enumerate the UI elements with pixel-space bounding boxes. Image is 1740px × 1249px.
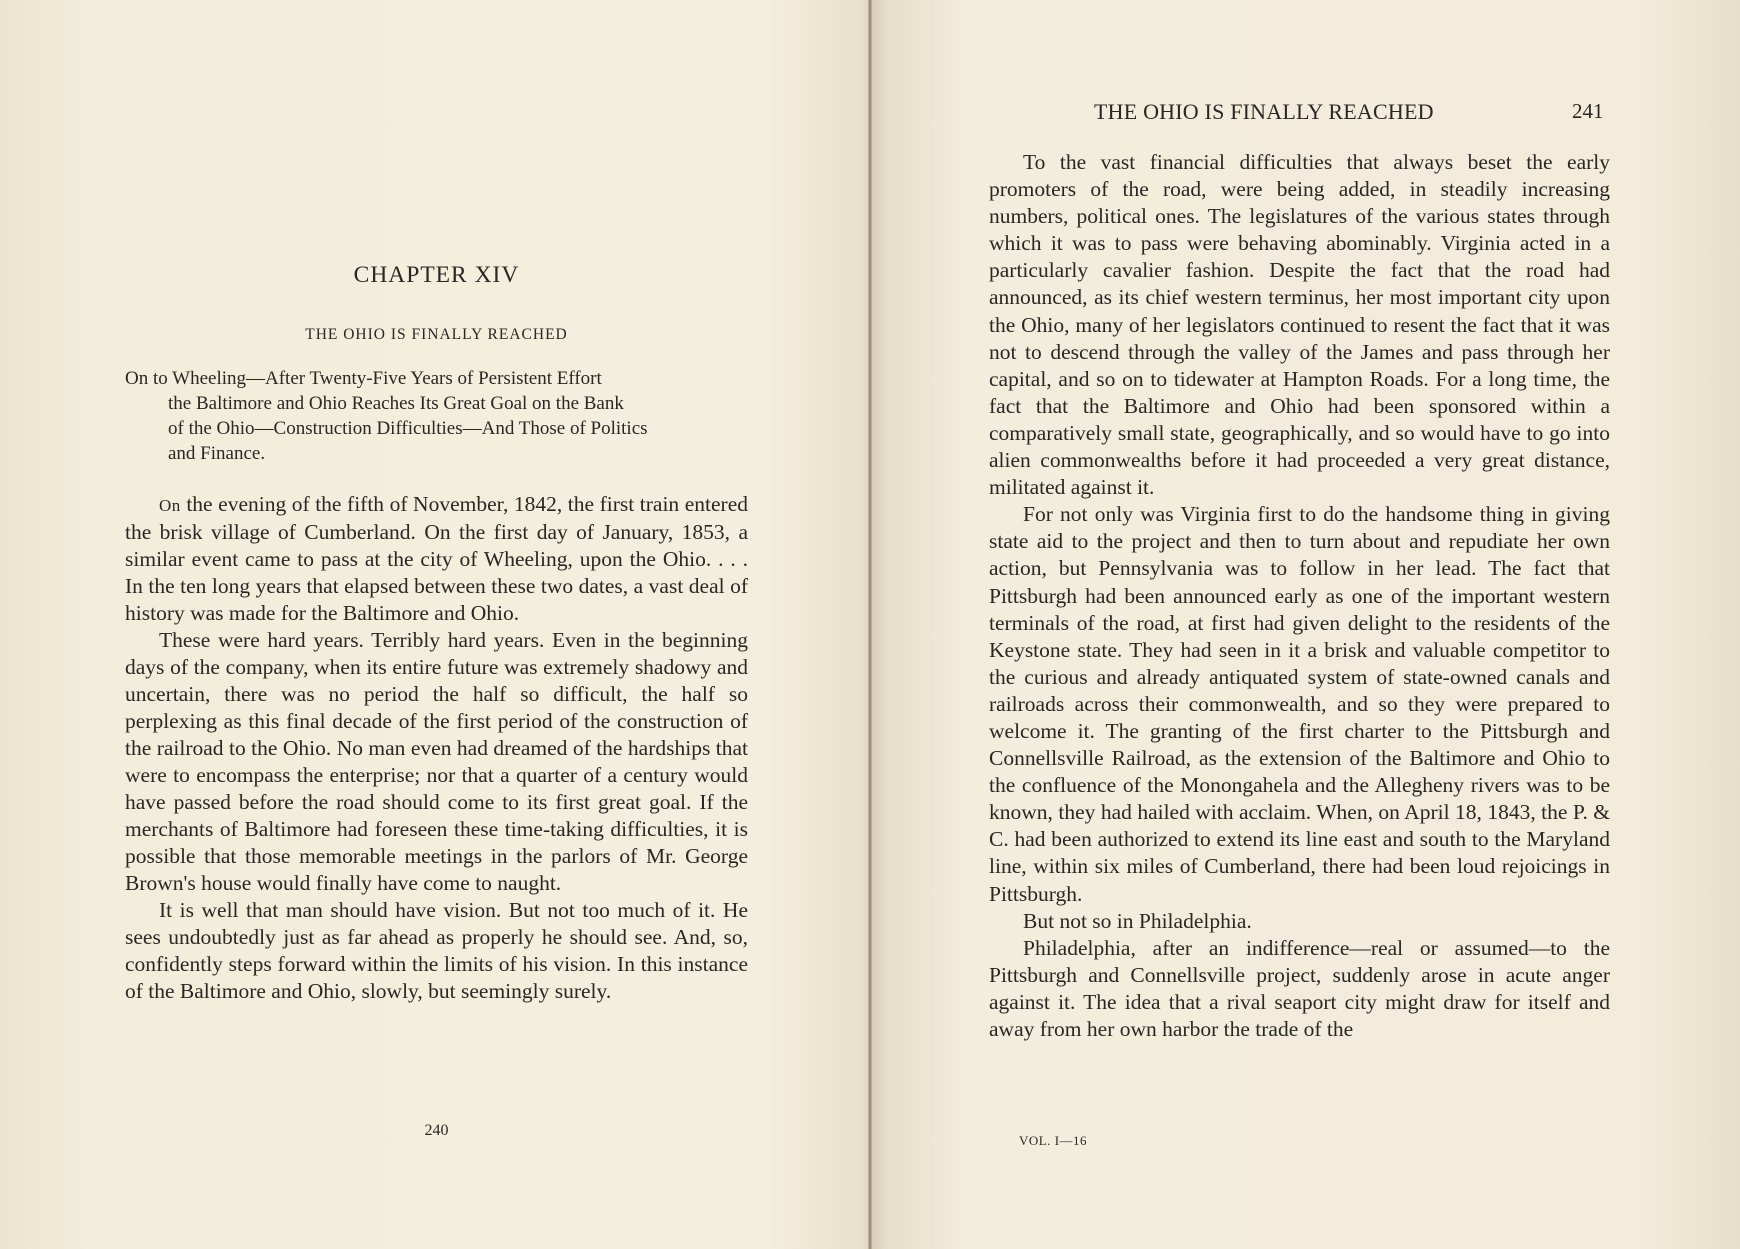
left-page-body [125, 491, 748, 1005]
summary-line: On to Wheeling—After Twenty-Five Years of Persistent Effort [125, 368, 602, 389]
paragraph: But not so in Philadelphia. [1023, 908, 1252, 933]
chapter-subtitle: THE OHIO IS FINALLY REACHED [305, 326, 568, 343]
paragraph: These were hard years. Terribly hard years. Even in the beginning days of the company, when its entire future was extremely shadowy and uncertain, there was no period the half so difficult, the half so perplexing as this final decade of the first period of the construction of the railroad to the Ohio. No man even had dreamed of the hardships that were to encompass the enterprise; nor that a quarter of a century would have passed before the road should come to its first great goal. If the merchants of Baltimore had foreseen these time-taking difficulties, it is possible that those memorable meetings in the parlors of Mr. George Brown's house would finally have come to naught. [125, 628, 748, 895]
paragraph: For not only was Virginia first to do the handsome thing in giving state aid to the project and then to turn about and repudiate her own action, but Pennsylvania was to follow in her lead. The fact that Pittsburgh had been announced early as one of the important western terminals of the road, at first had given delight to the residents of the Keystone state. They had seen in it a brisk and valuable competitor to the curious and already antiquated system of state-owned canals and railroads across their commonwealth, and so they were prepared to welcome it. The granting of the first charter to the Pittsburgh and Connellsville Railroad, as the extension of the Baltimore and Ohio to the confluence of the Monongahela and the Allegheny rivers was to be known, they had hailed with acclaim. When, on April 18, 1843, the P. & C. had been authorized to extend its line east and south to the Maryland line, within six miles of Cumberland, there had been loud rejoicings in Pittsburgh. [989, 502, 1610, 906]
left-page [0, 0, 868, 1249]
summary-line: and Finance. [168, 443, 266, 464]
volume-signature: VOL. I—16 [1019, 1133, 1088, 1148]
paragraph [125, 491, 748, 627]
paragraph: Philadelphia, after an indifference—real or assumed—to the Pittsburgh and Connellsville project, suddenly arose in acute anger against it. The idea that a rival seaport city might draw for itself and away from her own harbor the trade of the [989, 935, 1610, 1041]
paragraph: It is well that man should have vision. But not too much of it. He sees undoubtedly just as far ahead as properly he should see. And, so, confidently steps forward within the limits of his vision. In this instance of the Baltimore and Ohio, slowly, but seemingly surely. [125, 898, 748, 1003]
opening-small-caps: On [159, 496, 181, 515]
page-number: 240 [424, 1122, 449, 1139]
chapter-title: CHAPTER XIV [353, 262, 520, 288]
chapter-summary [125, 366, 748, 466]
running-head: THE OHIO IS FINALLY REACHED [1094, 99, 1434, 124]
paragraph: To the vast financial difficulties that always beset the early promoters of the road, were being added, in steadily increasing numbers, political ones. The legislatures of the various states through which it was to pass were behaving abominably. Virginia acted in a particularly cavalier fashion. Despite the fact that the road had announced, as its chief western terminus, her most important city upon the Ohio, many of her legislators continued to resent the fact that it was not to descend through the valley of the James and pass through her capital, and so on to tidewater at Hampton Roads. For a long time, the fact that the Baltimore and Ohio had been sponsored within a comparatively small state, geographically, and so would have to go into alien commonwealths before it had proceeded a very great distance, militated against it. [989, 150, 1610, 500]
summary-line: the Baltimore and Ohio Reaches Its Great Goal on the Bank [168, 393, 624, 414]
paragraph-text: the evening of the fifth of November, 1842, the first train entered the brisk village of Cumberland. On the first day of January, 1853, a similar event came to pass at the city of Wheeling, upon the Ohio. . . . In the ten long years that elapsed between these two dates, a vast deal of history was made for the Baltimore and Ohio. [125, 492, 748, 625]
summary-line: of the Ohio—Construction Difficulties—And Those of Politics [168, 418, 648, 439]
page-number: 241 [1572, 99, 1604, 123]
right-page-body [989, 149, 1610, 1043]
right-page [872, 0, 1740, 1249]
